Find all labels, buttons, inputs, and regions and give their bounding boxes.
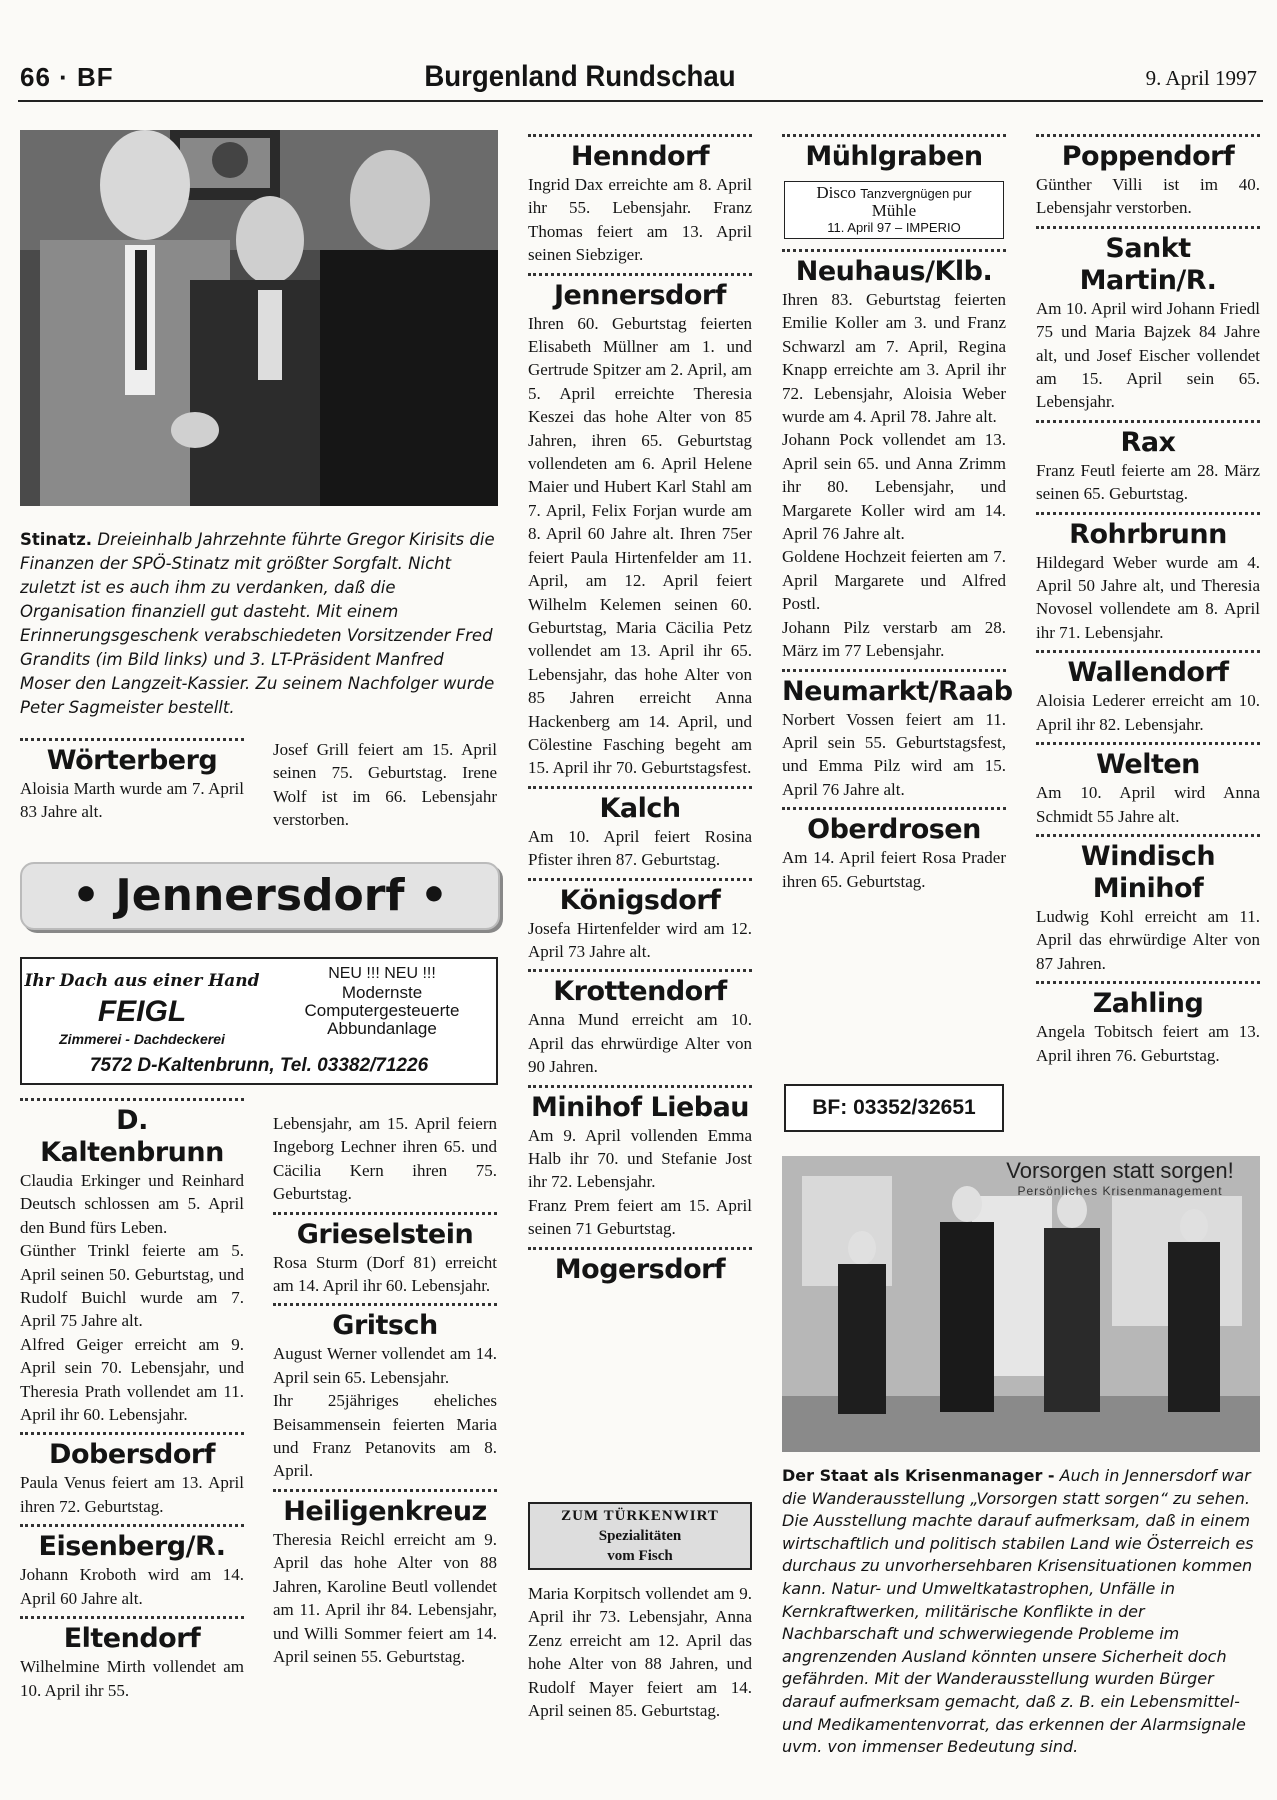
article-heading: Mogersdorf [554, 1253, 726, 1285]
article-heading: Jennersdorf [554, 279, 726, 311]
ad-contact: 7572 D-Kaltenbrunn, Tel. 03382/71226 [89, 1055, 429, 1076]
ad-line3: Abbundanlage [327, 1019, 437, 1038]
article-text: Paula Venus feiert am 13. April ihren 72. Geburtstag. [20, 1473, 244, 1516]
article-heading: Neuhaus/Klb. [795, 256, 993, 287]
article-text: Am 10. April feiert Rosina Pfister ihren 87. Geburtstag. [528, 826, 752, 870]
article-heading: Gritsch [332, 1310, 438, 1342]
ad-line: Spezialitäten [598, 1528, 682, 1544]
article-text: Maria Korpitsch vollendet am 9. April ihr 73. Lebensjahr, Anna Zenz erreicht am 12. April das hohe Alter von 88 Jahren, und Rudolf Mayer feiert am 14. April seinen 85. Geburtstag. [528, 1584, 752, 1721]
article-heading: Wallendorf [1067, 657, 1229, 689]
article-text: Hildegard Weber wurde am 4. April 50 Jahre alt, und Theresia Novosel vollendete am 8. April ihr 71. Lebensjahr. [1036, 552, 1260, 642]
ad-line: vom Fisch [607, 1548, 673, 1564]
issue-date: 9. April 1997 [1145, 66, 1257, 90]
article-text: Claudia Erkinger und Reinhard Deutsch schlossen am 5. April den Bund fürs Leben. Günther Trinkl feierte am 5. April seinen 50. Geburtstag, und Rudolf Buichl wurde am 7. April 75 Jahre alt. Alfred Geiger erreicht am 9. April sein 70. Lebensjahr, und Theresia Prath vollendet am 11. April ihr 60. Lebensjahr. [20, 1171, 244, 1425]
article-heading: D. Kaltenbrunn [40, 1105, 224, 1168]
advertisement-tuerkenwirt [528, 1502, 752, 1570]
article-heading: Mühlgraben [805, 141, 983, 172]
header-rule [18, 100, 1263, 102]
advertisement-feigl [20, 957, 498, 1085]
ad-line1: Modernste [341, 983, 423, 1002]
article-heading: Henndorf [570, 141, 710, 172]
exhibition-subtitle: Persönliches Krisenmanagement [1017, 1184, 1223, 1198]
article-text: Josef Grill feiert am 15. April seinen 75. Geburtstag. Irene Wolf ist im 66. Lebensjahr verstorben. [273, 740, 497, 830]
caption-place: Stinatz. [20, 530, 93, 549]
article-text: Ingrid Dax erreichte am 8. April ihr 55. Lebensjahr. Franz Thomas feiert am 13. April seinen Siebziger. [528, 175, 752, 265]
disco-title: Disco [816, 183, 857, 202]
ad-line2: Computergesteuerte [304, 1001, 460, 1020]
caption-lead: Der Staat als Krisenmanager - [782, 1466, 1055, 1485]
article-text: Josefa Hirtenfelder wird am 12. April 73 Jahre alt. [528, 918, 752, 961]
ad-subtitle: Zimmerei - Dachdeckerei [59, 1031, 225, 1047]
ad-company-name: FEIGL [97, 995, 187, 1028]
article-text: Aloisia Marth wurde am 7. April 83 Jahre alt. [20, 779, 244, 822]
article-text: Am 14. April feiert Rosa Prader ihren 65. Geburtstag. [782, 848, 1006, 891]
article-text: Wilhelmine Mirth vollendet am 10. April ihr 55. [20, 1657, 244, 1700]
section-banner-jennersdorf: • Jennersdorf • [20, 862, 500, 930]
article-heading: Grieselstein [296, 1218, 474, 1250]
ad-neu: NEU !!! NEU !!! [328, 965, 436, 982]
ad-slogan: Ihr Dach aus einer Hand [24, 971, 260, 991]
article-text: Aloisia Lederer erreicht am 10. April ihr 82. Lebensjahr. [1036, 691, 1260, 734]
article-heading: Rohrbrunn [1069, 518, 1227, 550]
article-text: August Werner vollendet am 14. April sein 65. Lebensjahr. Ihr 25jähriges eheliches Beisammensein feierten Maria und Franz Petanovits am 8. April. [273, 1344, 497, 1481]
article-heading: Wörterberg [46, 745, 218, 776]
disco-venue: Mühle [871, 201, 917, 220]
article-text: Rosa Sturm (Dorf 81) erreicht am 14. April ihr 60. Lebensjahr. [273, 1252, 497, 1296]
article-text: Theresia Reichl erreicht am 9. April das hohe Alter von 88 Jahren, Karoline Beutl vollendet am 11. April ihr 84. Lebensjahr, und Willi Sommer feiert am 14. April seinen 55. Geburtstag. [273, 1529, 497, 1666]
exhibition-banner: Vorsorgen statt sorgen! [1006, 1158, 1234, 1183]
disco-date: 11. April 97 – IMPERIO [827, 220, 961, 235]
disco-sub: Tanzvergnügen pur [860, 186, 972, 201]
article-heading: Rax [1120, 426, 1176, 458]
article-text: Anna Mund erreicht am 10. April das ehrwürdige Alter von 90 Jahren. [528, 1010, 752, 1077]
caption-text: Dreieinhalb Jahrzehnte führte Gregor Kirisits die Finanzen der SPÖ-Stinatz mit größter Sorgfalt. Nicht zuletzt ist es auch ihm zu verdanken, daß die Organisation finanziell gut dasteht. Mit einem Erinnerungsgeschenk verabschiedeten Vorsitzender Fred Grandits (im Bild links) und 3. LT-Präsident Manfred Moser den Langzeit-Kassier. Zu seinem Nachfolger wurde Peter Sagmeister bestellt. [20, 530, 495, 717]
article-heading: Poppendorf [1061, 141, 1235, 172]
article-text: Johann Kroboth wird am 14. April 60 Jahre alt. [20, 1565, 244, 1608]
advertisement-disco [784, 181, 1004, 239]
article-text: Norbert Vossen feiert am 11. April sein 55. Geburtstagsfest, und Emma Pilz wird am 15. April 76 Jahre alt. [782, 709, 1006, 799]
article-text: Ihren 60. Geburtstag feierten Elisabeth Müllner am 1. und Gertrude Spitzer am 2. April, am 5. April erreichte Theresia Keszei das hohe Alter von 85 Jahren, ihren 65. Geburtstag vollendeten am 6. April Helene Maier und Hubert Karl Stahl am 7. April, Felix Forjan wurde am 8. April 60 Jahre alt. Ihren 75er feiert Paula Hirtenfelder am 11. April, am 12. April feiert Wilhelm Kelemen seinen 60. Geburtstag, Maria Cäcilia Petz vollendet am 13. April ihr 65. Lebensjahr, das hohe Alter von 85 Jahren erreicht Anna Hackenberg am 14. April, und Cölestine Fasching begeht am 15. April ihr 70. Geburtstagsfest. [528, 313, 752, 778]
article-heading: Krottendorf [553, 976, 727, 1008]
article-text: Günther Villi ist im 40. Lebensjahr verstorben. [1036, 175, 1260, 218]
article-text: Lebensjahr, am 15. April feiern Ingeborg Lechner ihren 65. und Cäcilia Kern ihren 75. Geburtstag. [273, 1114, 497, 1204]
article-heading: Kalch [599, 792, 681, 824]
photo-krisenmanager [782, 1156, 1260, 1452]
article-text: Am 9. April vollenden Emma Halb ihr 70. und Stefanie Jost ihr 72. Lebensjahr. Franz Prem feiert am 15. April seinen 71 Geburtstag. [528, 1125, 752, 1239]
article-text: Angela Tobitsch feiert am 13. April ihren 76. Geburtstag. [1036, 1022, 1260, 1065]
article-heading: Windisch Minihof [1080, 840, 1216, 904]
photo-caption-krisenmanager [782, 1465, 1260, 1759]
bf-phone-box: BF: 03352/32651 [784, 1084, 1004, 1132]
article-heading: Dobersdorf [49, 1439, 215, 1471]
article-heading: Heiligenkreuz [283, 1495, 487, 1527]
ad-line: ZUM TÜRKENWIRT [561, 1508, 719, 1524]
article-heading: Zahling [1092, 988, 1204, 1020]
article-text: Am 10. April wird Johann Friedl 75 und Maria Bajzek 84 Jahre alt, und Josef Eischer vollendet am 15. April sein 65. Lebensjahr. [1036, 298, 1260, 412]
article-text: Am 10. April wird Anna Schmidt 55 Jahre alt. [1036, 783, 1260, 826]
article-heading: Sankt Martin/R. [1079, 232, 1217, 296]
article-heading: Eisenberg/R. [38, 1531, 226, 1563]
article-heading: Welten [1096, 749, 1200, 781]
article-text: Franz Feutl feierte am 28. März seinen 65. Geburtstag. [1036, 460, 1260, 504]
page-number: 66 · BF [20, 62, 114, 92]
article-heading: Eltendorf [63, 1623, 201, 1655]
article-text: Ludwig Kohl erreicht am 11. April das ehrwürdige Alter von 87 Jahren. [1036, 906, 1260, 973]
caption-text: Auch in Jennersdorf war die Wanderausstellung „Vorsorgen statt sorgen“ zu sehen. Die Ausstellung machte darauf aufmerksam, daß in einem wirtschaftlich und politisch stabilen Land wie Österreich es durchaus zu unvorhersehbaren Krisensituationen kommen kann. Natur- und Umweltkatastrophen, Unfälle in Kernkraftwerken, militärische Konflikte in der Nachbarschaft und schwerwiegende Probleme im angrenzenden Ausland könnten unsere Sicherheit doch gefährden. Mit der Wanderausstellung wurden Bürger darauf aufmerksam gemacht, daß z. B. ein Lebensmittel- und Medikamentenvorrat, das erkennen der Alarmsignale uvm. von immenser Bedeutung sind. [782, 1466, 1254, 1757]
article-text: Ihren 83. Geburtstag feierten Emilie Koller am 3. und Franz Schwarzl am 7. April, Regina Knapp erreichte am 3. April ihr 72. Lebensjahr, Aloisia Weber wurde am 4. April 78. Jahre alt. Johann Pock vollendet am 13. April sein 65. und Anna Zrimm ihr 80. Lebensjahr, und Margarete Koller wird am 14. April 76 Jahre alt. Goldene Hochzeit feierten am 7. April Margarete und Alfred Postl. Johann Pilz verstarb am 28. März im 77 Lebensjahr. [782, 290, 1006, 661]
article-heading: Königsdorf [559, 884, 721, 916]
article-heading: Minihof Liebau [530, 1091, 750, 1123]
article-heading: Oberdrosen [807, 814, 981, 846]
photo-stinatz [20, 130, 498, 506]
newspaper-title: Burgenland Rundschau [424, 60, 736, 93]
article-heading: Neumarkt/Raab [782, 675, 1013, 707]
photo-caption-stinatz [20, 528, 498, 720]
